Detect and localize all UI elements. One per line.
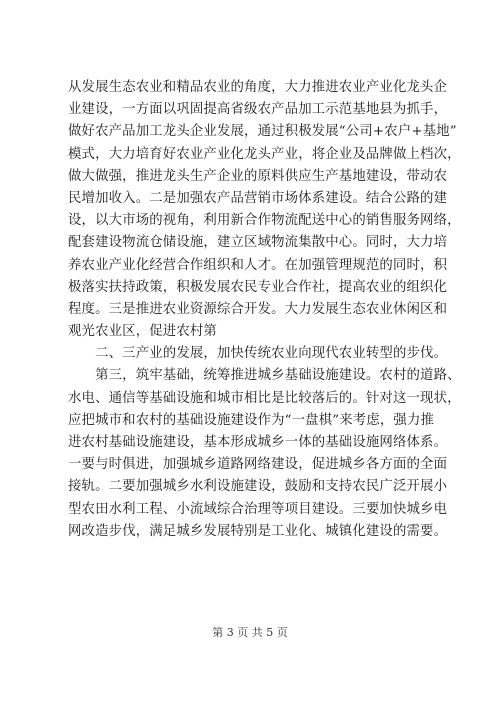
text-line: 做好农产品加工龙头企业发展，通过积极发展“公司+农户+基地” bbox=[68, 124, 457, 140]
text-line: 程度。三是推进农业资源综合开发。大力发展生态农业休闲区和 bbox=[68, 301, 448, 317]
page-number: 第 3 页 共 5 页 bbox=[212, 626, 288, 639]
text-line: 民增加收入。二是加强农产品营销市场体系建设。结合公路的建 bbox=[68, 190, 448, 206]
text-line: 模式，大力培育好农业产业化龙头产业，将企业及品牌做上档次， bbox=[68, 146, 461, 162]
text-line: 从发展生态农业和精品农业的角度，大力推进农业产业化龙头企 bbox=[68, 80, 448, 95]
text-line: 设，以大市场的视角，利用新合作物流配送中心的销售服务网络， bbox=[68, 213, 461, 229]
body-text bbox=[68, 77, 461, 543]
text-line: 观光农业区，促进农村第 bbox=[68, 324, 217, 340]
text-line: 做大做强，推进龙头生产企业的原料供应生产基地建设，带动农 bbox=[68, 168, 448, 184]
text-line: 接轨。二要加强城乡水利设施建设，鼓励和支持农民广泛开展小 bbox=[68, 479, 448, 495]
text-line: 养农业产业化经营合作组织和人才。在加强管理规范的同时，积 bbox=[68, 257, 448, 273]
text-line: 型农田水利工程、小流域综合治理等项目建设。三要加快城乡电 bbox=[68, 501, 448, 517]
text-line: 网改造步伐，满足城乡发展特别是工业化、城镇化建设的需要。 bbox=[68, 523, 448, 539]
text-line: 水电、通信等基础设施和城市相比是比较落后的。针对这一现状， bbox=[68, 390, 461, 406]
text-line: 极落实扶持政策，积极发展农民专业合作社，提高农业的组织化 bbox=[68, 279, 448, 295]
text-line: 进农村基础设施建设，基本形成城乡一体的基础设施网络体系。 bbox=[68, 435, 448, 450]
text-line: 第三，筑牢基础，统筹推进城乡基础设施建设。农村的道路、 bbox=[68, 368, 461, 384]
text-line: 业建设，一方面以巩固提高省级农产品加工示范基地县为抓手， bbox=[68, 102, 448, 118]
text-line: 二、三产业的发展，加快传统农业向现代农业转型的步伐。 bbox=[68, 346, 448, 362]
text-line: 一要与时俱进，加强城乡道路网络建设，促进城乡各方面的全面 bbox=[68, 457, 448, 473]
text-line: 配套建设物流仓储设施，建立区域物流集散中心。同时，大力培 bbox=[68, 235, 448, 251]
text-line: 应把城市和农村的基础设施建设作为“一盘棋”来考虑，强力推 bbox=[68, 412, 435, 428]
page-footer bbox=[0, 624, 500, 640]
